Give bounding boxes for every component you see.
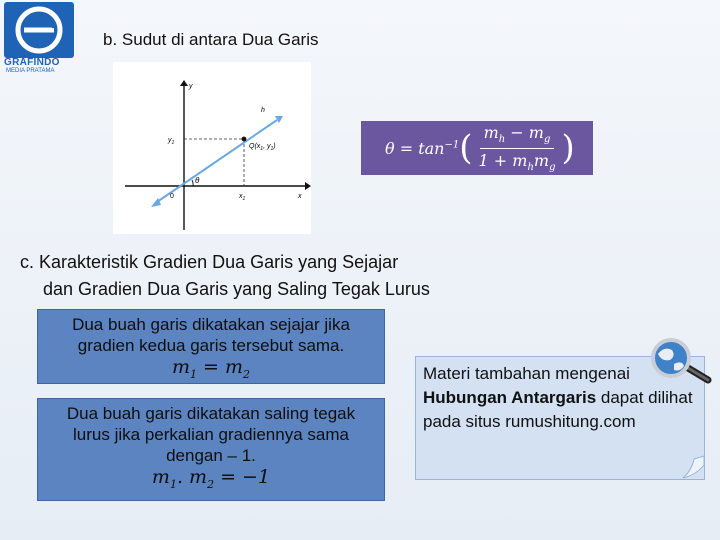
angle-formula-box [361,121,593,175]
parallel-description: Dua buah garis dikatakan sejajar jika gradien kedua garis tersebut sama. [72,315,350,355]
angle-theta-label: θ [195,176,200,185]
logo-mark [4,2,74,58]
formula-paren-left: ( [459,128,473,168]
x1-tick: $x_1$ [239,193,246,202]
perpendicular-description: Dua buah garis dikatakan saling tegak lurus jika perkalian gradiennya sama dengan – 1. [66,404,356,465]
angle-figure [113,62,311,234]
section-b-prefix: b. [103,30,118,49]
perpendicular-equation: $m_1$. $m_2 = -1$ [151,466,271,491]
formula-denominator: $1 + m_hm_g$ [478,150,556,173]
y-axis-label: y [189,83,193,90]
perpendicular-lines-box [37,398,385,501]
parallel-equation: $m_1 = m_2$ [171,356,251,381]
grafindo-logo [2,0,82,76]
section-c-heading-line1 [20,252,398,273]
section-c-title-line2: dan Gradien Dua Garis yang Saling Tegak Lurus [43,279,430,299]
line-h-label: h [261,107,265,114]
formula-lhs: $\theta = \tan^{-1}$ [385,138,460,158]
point-q-label: $Q(x_1$, $y_1$) [249,143,276,152]
y1-tick: $y_1$ [168,137,175,146]
section-c-title-line1: Karakteristik Gradien Dua Garis yang Sejajar [39,252,399,272]
logo-subtitle: MEDIA PRATAMA [6,68,55,74]
parallel-lines-box [37,309,385,384]
section-b-heading [103,30,318,50]
x-axis-label: x [298,193,302,200]
note-bold-text: Hubungan Antargaris [423,388,597,407]
formula-fraction [475,123,560,172]
note-text-after: dapat dilihat pada situs rumushitung.com [423,388,693,431]
magnifier-globe-icon [646,336,716,386]
origin-label: 0 [170,193,174,200]
formula-paren-right: ) [561,128,575,168]
section-b-title: Sudut di antara Dua Garis [121,30,319,49]
note-text-before: Materi tambahan mengenai [423,364,630,383]
logo-icon [4,2,74,58]
formula-numerator: $m_h - m_g$ [480,123,555,148]
angle-diagram [113,62,311,234]
page-curl-icon [682,455,706,479]
logo-brand: GRAFINDO [4,57,60,68]
section-c-prefix: c. [20,252,35,272]
